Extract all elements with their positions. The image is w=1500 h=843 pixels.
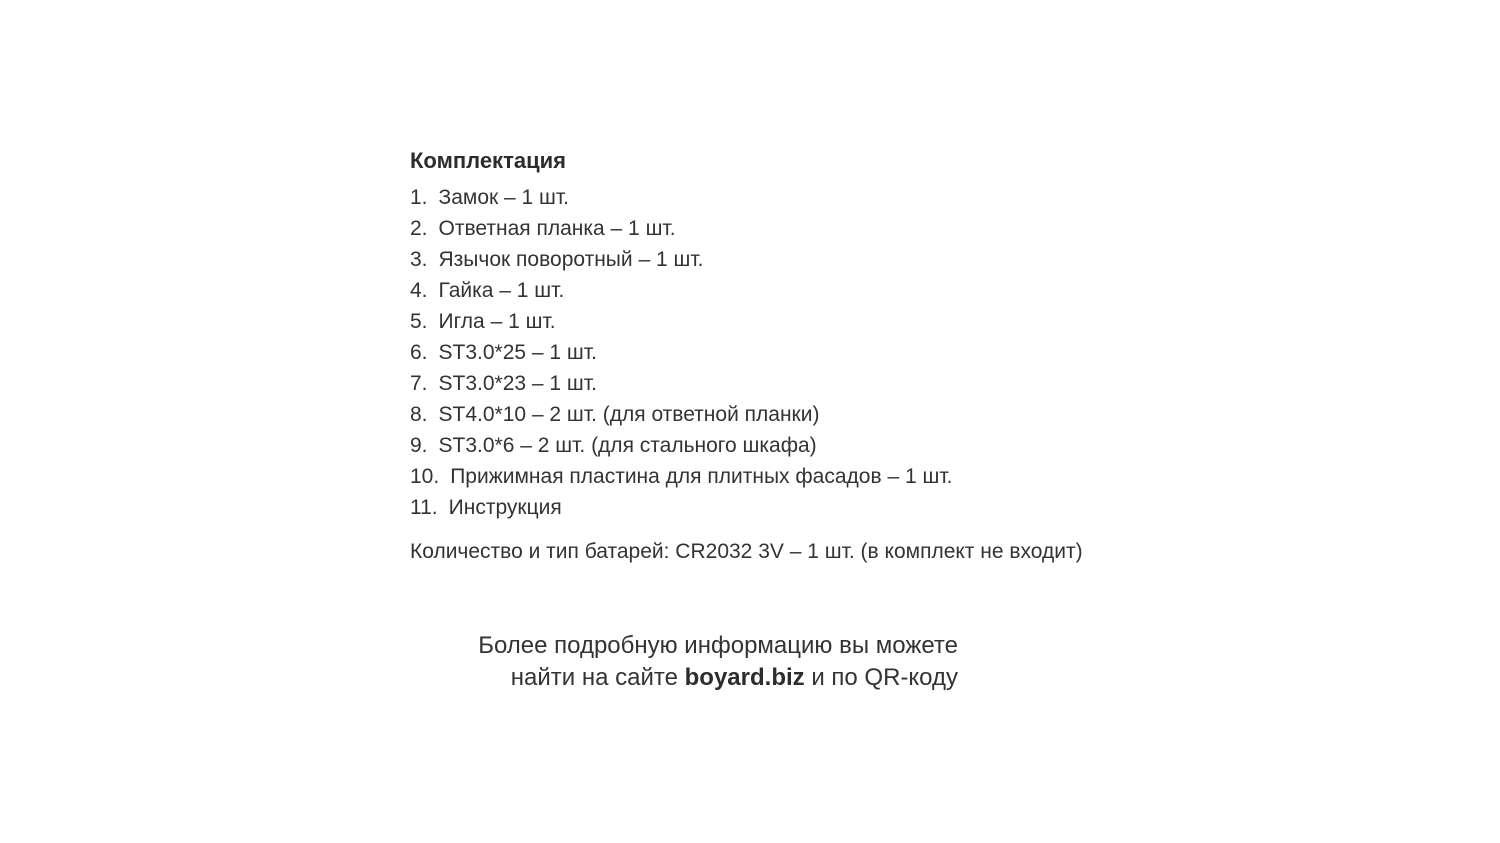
- item-number: 7.: [410, 372, 428, 395]
- website-name: boyard.biz: [684, 664, 805, 691]
- item-text: Прижимная пластина для плитных фасадов – 1 шт.: [450, 465, 953, 488]
- item-number: 3.: [410, 248, 428, 271]
- item-number: 4.: [410, 279, 428, 302]
- item-text: ST4.0*10 – 2 шт. (для ответной планки): [438, 403, 820, 426]
- footer-note: [400, 630, 958, 694]
- item-number: 8.: [410, 403, 428, 426]
- item-text: Инструкция: [448, 496, 562, 519]
- item-text: ST3.0*23 – 1 шт.: [438, 372, 597, 395]
- package-contents-section: [410, 146, 1083, 567]
- item-number: 10.: [410, 465, 440, 488]
- item-number: 5.: [410, 310, 428, 333]
- footer-line2-suffix: и по QR-коду: [804, 664, 958, 691]
- item-number: 11.: [410, 496, 438, 519]
- list-item: [410, 461, 1083, 492]
- item-number: 6.: [410, 341, 428, 364]
- item-number: 2.: [410, 217, 428, 240]
- list-item: [410, 368, 1083, 399]
- package-contents-list: [410, 182, 1083, 523]
- battery-note: Количество и тип батарей: CR2032 3V – 1 шт. (в комплект не входит): [410, 540, 1083, 563]
- item-text: Гайка – 1 шт.: [438, 279, 565, 302]
- item-text: Ответная планка – 1 шт.: [438, 217, 676, 240]
- list-item: [410, 306, 1083, 337]
- item-text: ST3.0*25 – 1 шт.: [438, 341, 597, 364]
- list-item: [410, 492, 1083, 523]
- footer-line1: Более подробную информацию вы можете: [478, 632, 958, 659]
- item-text: Замок – 1 шт.: [438, 186, 570, 209]
- footer-line2-prefix: найти на сайте: [510, 664, 685, 691]
- section-heading: Комплектация: [410, 148, 566, 173]
- item-text: Игла – 1 шт.: [438, 310, 556, 333]
- list-item: [410, 337, 1083, 368]
- footer-line2: [400, 662, 958, 694]
- list-item: [410, 275, 1083, 306]
- list-item: [410, 182, 1083, 213]
- item-number: 9.: [410, 434, 428, 457]
- list-item: [410, 213, 1083, 244]
- item-text: ST3.0*6 – 2 шт. (для стального шкафа): [438, 434, 817, 457]
- list-item: [410, 430, 1083, 461]
- list-item: [410, 244, 1083, 275]
- list-item: [410, 399, 1083, 430]
- item-text: Язычок поворотный – 1 шт.: [438, 248, 704, 271]
- item-number: 1.: [410, 186, 428, 209]
